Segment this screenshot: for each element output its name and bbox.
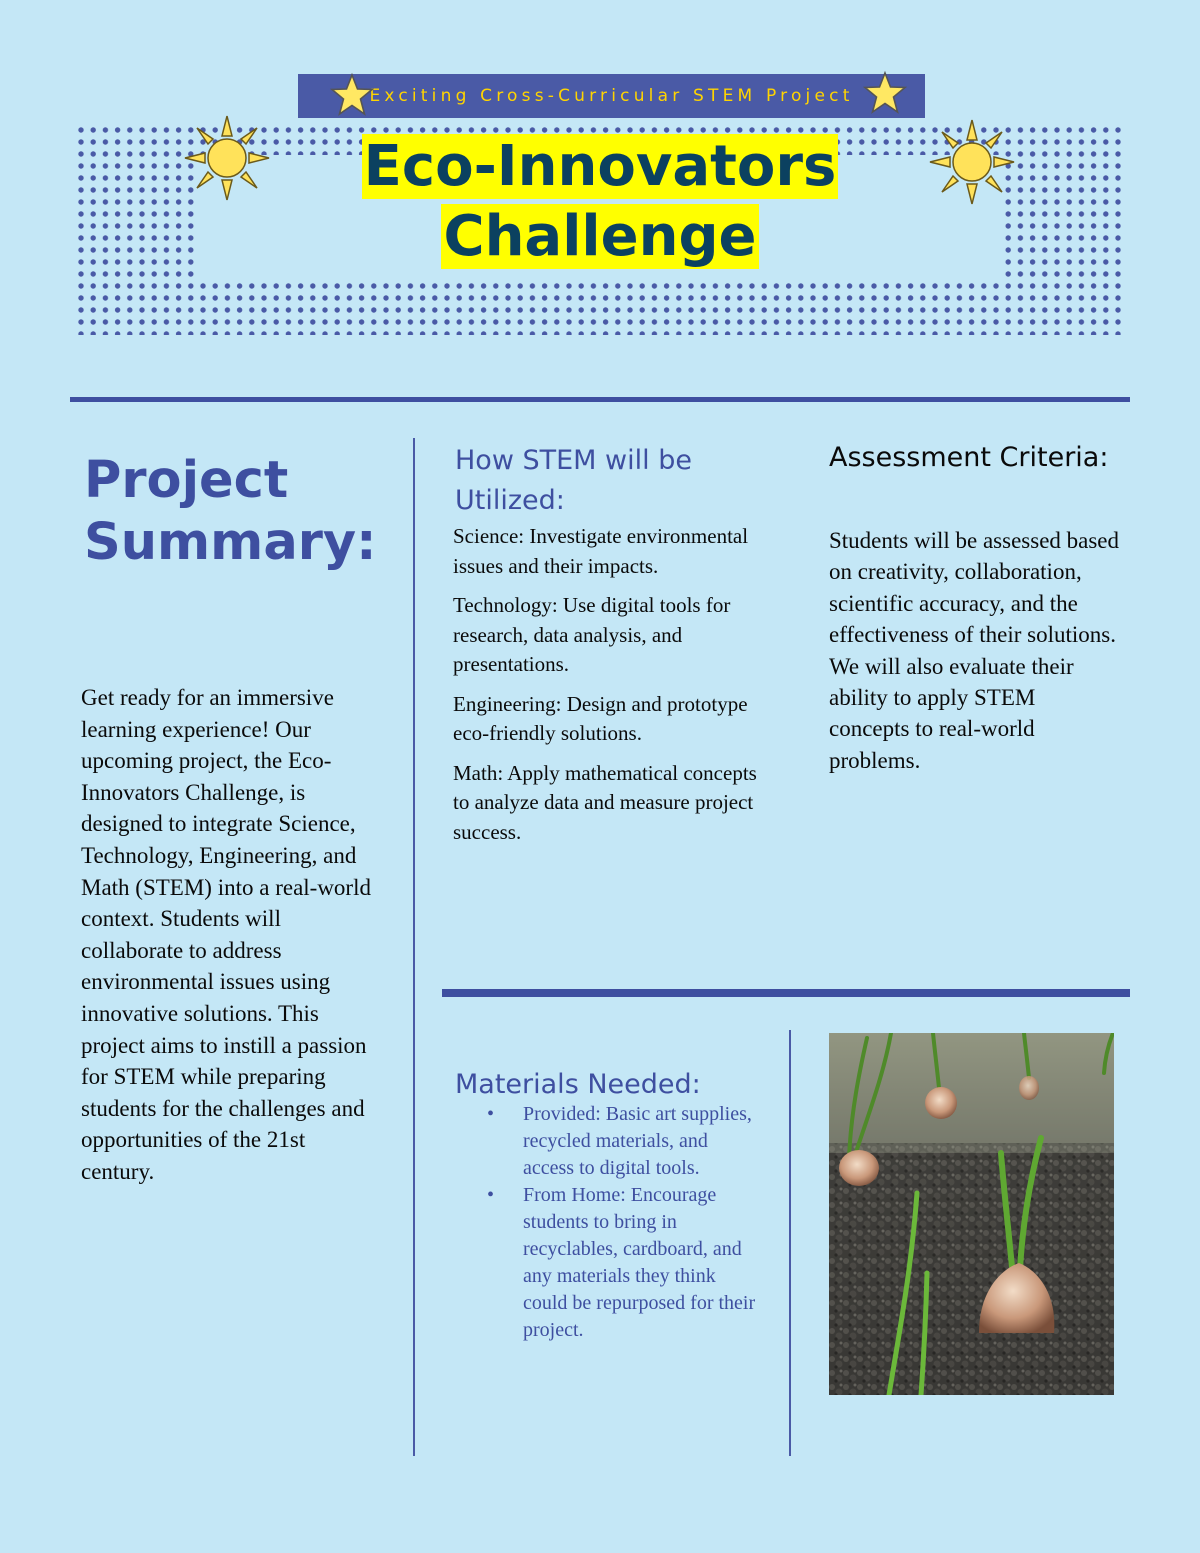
middle-divider [442,989,1130,997]
star-icon [862,70,908,116]
project-summary-body: Get ready for an immersive learning experience! Our upcoming project, the Eco-Innovators Challenge, is designed to integrate Science, Technology, Engineering, and Math (STEM) into a real-world context. Students will collaborate to address environmental issues using innovative solutions. This project aims to instill a passion for STEM while preparing students for the challenges and opportunities of the 21st century. [81,685,371,1184]
stem-item-math: Math: Apply mathematical concepts to analyze data and measure project success. [453,760,757,844]
assessment-heading: Assessment Criteria: [829,442,1109,473]
project-summary-heading: Project Summary: [84,451,377,572]
title-line-1: Eco-Innovators [363,134,837,199]
materials-heading: Materials Needed: [455,1069,701,1100]
column-divider-right [789,1030,791,1456]
sun-icon [181,112,273,204]
stem-heading: How STEM will be Utilized: [455,445,692,516]
stem-list [453,522,773,857]
materials-list [487,1101,762,1344]
assessment-body: Students will be assessed based on creativity, collaboration, scientific accuracy, and the effectiveness of their solutions. We will also evaluate their ability to apply STEM concepts to real-world problems. [829,528,1120,773]
sprouting-onions-photo [829,1033,1114,1395]
column-divider-left [413,438,415,1456]
stem-item-technology: Technology: Use digital tools for research, data analysis, and presentations. [453,593,731,676]
materials-item-provided: • Provided: Basic art supplies, recycled materials, and access to digital tools. [487,1101,762,1182]
banner-text: Exciting Cross-Curricular STEM Project [369,86,854,106]
materials-item-from-home: • From Home: Encourage students to bring in recyclables, cardboard, and any materials they think could be repurposed for their project. [487,1182,762,1344]
stem-item-science: Science: Investigate environmental issues and their impacts. [453,524,749,578]
top-divider [70,397,1130,402]
page-title [200,132,1000,272]
stem-item-engineering: Engineering: Design and prototype eco-friendly solutions. [453,691,748,745]
sun-icon [926,116,1018,208]
star-icon [329,72,375,118]
title-line-2: Challenge [443,204,757,269]
